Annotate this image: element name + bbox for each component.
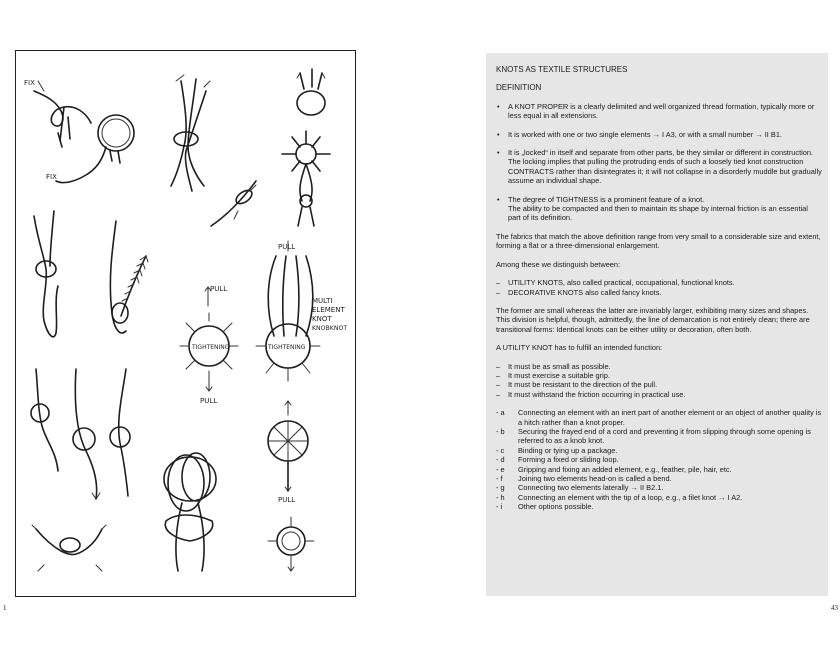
bullet-item: • It is „locked“ in itself and separate from other parts, be they similar or different in construction. The locking implies that pulling the protruding ends of such a loosely tied knot construction CONTRACTS rather than disintegrates it; it will not collapse in a disorderly muddle but gradually assume an individual shape. (496, 148, 822, 186)
label-tightening-right: TIGHTENING (268, 344, 306, 351)
paragraph: The fabrics that match the above definition range from very small to a considerable size and extent, forming a flat or a three-dimensional enlargement. (496, 231, 821, 251)
page-number-left: 1 (3, 604, 7, 612)
bullet-item: • It is worked with one or two single elements → I A3, or with a small number → II B1. (496, 130, 822, 139)
list-item: – It must be resistant to the direction of the pull. (496, 380, 822, 389)
paragraph: Among these we distinguish between: (496, 259, 621, 269)
label-fix-bottom: FIX (46, 173, 57, 181)
sketch-diagonal-knot (211, 181, 256, 226)
label-pull-left: PULL (210, 285, 228, 293)
list-item: – It must exercise a suitable grip. (496, 371, 822, 380)
sketch-decorative-knot (164, 453, 216, 571)
option-item: - g Connecting two elements laterally → II B2.1. (496, 483, 664, 493)
sketch-tightening-sphere (180, 287, 238, 391)
label-pull-left-bottom: PULL (200, 397, 218, 405)
label-multi: MULTI (312, 297, 333, 305)
label-tightening-left: TIGHTENING (192, 344, 230, 351)
text-panel (486, 53, 828, 596)
sketch-ring-knot (56, 115, 134, 183)
sketch-hitch-fix (34, 81, 91, 147)
list-item: – DECORATIVE KNOTS also called fancy knots. (496, 288, 822, 297)
paragraph: The former are small whereas the latter are invariably larger, exhibiting many sizes and shapes. This division is helpful, though, admittedly, the line of demarcation is not entirely clean; there are transitional forms: Identical knots can be either utility or decoration, often both. (496, 305, 810, 334)
sketch-star-knot (268, 401, 308, 491)
sketch-multi-element-knot (256, 241, 320, 381)
option-item: - a Connecting an element with an inert part of another element or an object of another quality is a hitch rather than a knot proper. (496, 408, 822, 427)
label-pull-center-top: PULL (278, 243, 296, 251)
knot-types-list (496, 278, 822, 297)
option-item: - d Forming a fixed or sliding loop. (496, 455, 619, 465)
list-item: – It must withstand the friction occurring in practical use. (496, 390, 822, 399)
label-knot: KNOT (312, 315, 332, 323)
definition-bullets (496, 102, 822, 223)
sketch-loop-bead (34, 211, 58, 337)
label-element: ELEMENT (312, 306, 345, 314)
text-content (496, 65, 822, 512)
requirements-list (496, 362, 822, 400)
subheading-definition: DEFINITION (496, 83, 542, 93)
option-item: - e Gripping and fixing an added element, e.g., feather, pile, hair, etc. (496, 464, 732, 474)
sketch-knob-ball (268, 517, 314, 571)
option-item: - b Securing the frayed end of a cord and preventing it from slipping through some opening is referred to as a knob knot. (496, 426, 811, 446)
option-item: - f Joining two elements head-on is called a bend. (496, 474, 672, 483)
sketch-knot-arrows-top (282, 69, 330, 226)
paragraph: A UTILITY KNOT has to fulfill an intended function: (496, 343, 663, 353)
sketch-feather-knot (110, 221, 148, 333)
option-item: - i Other options possible. (496, 502, 594, 512)
option-item: - c Binding or tying up a package. (496, 445, 618, 455)
option-item: - h Connecting an element with the tip of a loop, e.g., a filet knot → I A2. (496, 492, 743, 502)
knot-sketches (16, 51, 355, 596)
sketch-hanging-knots (31, 369, 130, 499)
label-fix-top: FIX (24, 79, 35, 87)
knot-sketch-figure (15, 50, 356, 597)
sketch-bundle-knot (171, 75, 210, 191)
page-number-right: 43 (831, 604, 838, 612)
label-pull-bottom-right: PULL (278, 496, 296, 504)
sketch-bend-knot (32, 525, 106, 571)
heading: KNOTS AS TEXTILE STRUCTURES (496, 65, 628, 74)
list-item: – It must be as small as possible. (496, 362, 822, 371)
bullet-item: • A KNOT PROPER is a clearly delimited and well organized thread formation, typically more or less equal in all extensions. (496, 102, 822, 121)
label-knobknot: KNOBKNOT (312, 325, 348, 332)
bullet-item: • The degree of TIGHTNESS is a prominent feature of a knot. The ability to be compacted and then to maintain its shape by internal friction is an essential part of its definition. (496, 195, 822, 223)
options-list (496, 408, 822, 511)
list-item: – UTILITY KNOTS, also called practical, occupational, functional knots. (496, 278, 822, 287)
